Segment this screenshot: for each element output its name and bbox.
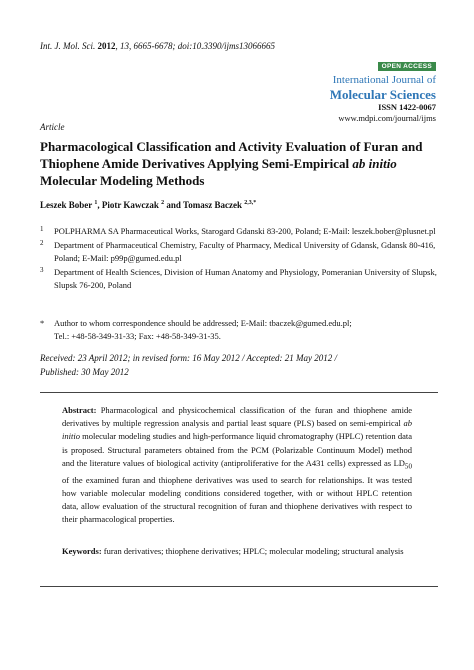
author-affil-marker: 2: [161, 200, 165, 206]
author-affil-marker: 2,3,*: [244, 200, 257, 206]
abstract-top-rule: [40, 392, 438, 393]
author-separator: and: [164, 200, 184, 210]
abstract-bottom-rule: [40, 586, 438, 587]
affiliation-marker: 2: [40, 239, 44, 247]
journal-issn: ISSN 1422-0067: [378, 102, 436, 112]
correspondence-line: [40, 330, 440, 343]
abstract-text: of the examined furan and thiophene derivatives was used to search for relationships. It was tested how variable molecular modeling conditions considered together, with or without HPLC retention data, allow evaluation of the structural recognition of furan and thiophene derivatives with respect to their pharmacological properties.: [62, 474, 412, 525]
publication-dates: [40, 351, 440, 379]
affiliation-item: [40, 266, 440, 292]
journal-name-line2: Molecular Sciences: [329, 87, 436, 102]
author-affil-marker: 1: [94, 200, 98, 206]
author-name: Leszek Bober: [40, 200, 93, 210]
correspondence-marker: *: [40, 318, 45, 328]
title-italic: ab initio: [352, 156, 397, 171]
article-type: Article: [40, 122, 65, 132]
abstract-label: Abstract:: [62, 405, 97, 415]
citation-year: 2012: [97, 41, 116, 51]
affiliation-text: Department of Pharmaceutical Chemistry, Faculty of Pharmacy, Medical University of Gdansk, Gdansk 80-416, Poland; E-Mail: p99p@gumed.edu.pl: [54, 240, 436, 263]
title-part1: Pharmacological Classification and Activity Evaluation of Furan and Thiophene Amide Derivatives Applying Semi-Empirical: [40, 139, 423, 171]
title-part2: Molecular Modeling Methods: [40, 173, 205, 188]
abstract-subscript: 50: [404, 462, 412, 471]
keywords-block: [62, 545, 412, 558]
affiliation-text: POLPHARMA SA Pharmaceutical Works, Starogard Gdanski 83-200, Poland; E-Mail: leszek.bober@plusnet.pl: [54, 226, 436, 236]
author-name: Tomasz Baczek: [183, 200, 242, 210]
dates-line: Published: 30 May 2012: [40, 367, 129, 377]
affiliation-text: Department of Health Sciences, Division of Human Anatomy and Physiology, Pomeranian University of Slupsk, Slupsk 76-200, Poland: [54, 267, 437, 290]
correspondence-note: [40, 317, 440, 343]
affiliation-list: [40, 225, 440, 293]
citation-volume: 13: [120, 41, 129, 51]
journal-citation: Int. J. Mol. Sci. 2012, 13, 6665-6678; doi:10.3390/ijms13066665: [40, 41, 275, 51]
keywords-text: furan derivatives; thiophene derivatives; HPLC; molecular modeling; structural analysis: [101, 546, 404, 556]
journal-masthead: [330, 55, 436, 123]
open-access-badge: OPEN ACCESS: [378, 62, 436, 71]
journal-name-line1: International Journal of: [332, 74, 436, 86]
keywords-label: Keywords:: [62, 546, 102, 556]
abstract-italic: ab initio: [62, 418, 412, 442]
correspondence-line: [40, 317, 440, 330]
abstract-text: Pharmacological and physicochemical classification of the furan and thiophene amide derivatives by multiple regression analysis and partial least square (PLS) based on semi-empirical: [62, 405, 412, 429]
correspondence-text: Tel.: +48-58-349-31-33; Fax: +48-58-349-31-35.: [54, 331, 221, 341]
dates-line: Received: 23 April 2012; in revised form: 16 May 2012 / Accepted: 21 May 2012 /: [40, 353, 338, 363]
affiliation-marker: 1: [40, 225, 44, 233]
journal-url[interactable]: www.mdpi.com/journal/ijms: [338, 113, 436, 123]
correspondence-text: Author to whom correspondence should be addressed; E-Mail: tbaczek@gumed.edu.pl;: [54, 318, 352, 328]
abstract-text: molecular modeling studies and high-performance liquid chromatography (HPLC) retention data is proposed. Structural parameters obtained from the PCM (Polarizable Continuum Model) method and the literature values of biological activity (antiproliferative for the A431 cells) expressed as LD: [62, 431, 412, 468]
affiliation-item: [40, 239, 440, 265]
affiliation-marker: 3: [40, 266, 44, 274]
paper-title: [40, 138, 440, 189]
author-separator: ,: [97, 200, 102, 210]
author-name: Piotr Kawczak: [101, 200, 159, 210]
affiliation-item: [40, 225, 440, 238]
citation-rest: , 6665-6678; doi:10.3390/ijms13066665: [129, 41, 275, 51]
abstract-block: [62, 404, 412, 527]
citation-journal: Int. J. Mol. Sci.: [40, 41, 96, 51]
author-list: [40, 200, 256, 210]
